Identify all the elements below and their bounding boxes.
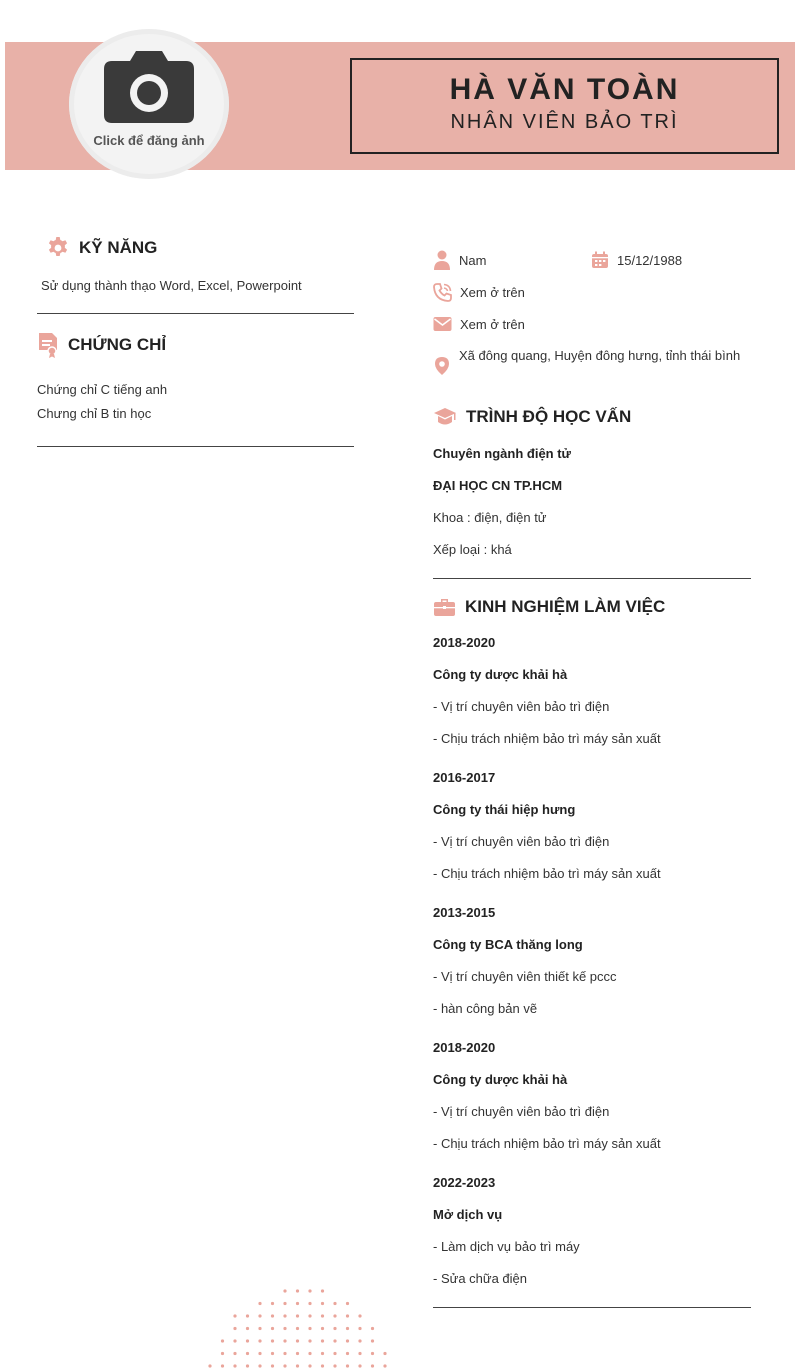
decorative-dot xyxy=(321,1327,324,1330)
education-divider xyxy=(433,578,751,579)
decorative-dot xyxy=(308,1302,311,1305)
decorative-dot xyxy=(233,1327,236,1330)
job-entry xyxy=(433,1032,751,1160)
camera-icon xyxy=(102,49,196,125)
info-row-phone xyxy=(433,280,751,304)
education-school: ĐẠI HỌC CN TP.HCM xyxy=(433,478,563,493)
job-period: 2013-2015 xyxy=(433,905,496,920)
certificates-heading xyxy=(37,332,354,358)
decorative-dot xyxy=(371,1352,374,1355)
decorative-dot xyxy=(296,1302,299,1305)
decorative-dot xyxy=(321,1339,324,1342)
job-entry xyxy=(433,627,751,755)
decorative-dot xyxy=(271,1314,274,1317)
avatar-caption: Click để đăng ảnh xyxy=(93,133,205,148)
decorative-dot xyxy=(258,1364,261,1367)
job-detail: - Vị trí chuyên viên bảo trì điện xyxy=(433,834,610,849)
decorative-dot xyxy=(271,1327,274,1330)
decorative-dot xyxy=(371,1339,374,1342)
job-company: Công ty dược khải hà xyxy=(433,667,568,682)
gear-icon xyxy=(46,236,70,260)
decorative-dot xyxy=(246,1339,249,1342)
education-grade: Xếp loại : khá xyxy=(433,542,512,557)
avatar[interactable] xyxy=(69,29,229,179)
decorative-dot xyxy=(258,1314,261,1317)
decorative-dot xyxy=(358,1327,361,1330)
decorative-dot xyxy=(296,1289,299,1292)
decorative-dot xyxy=(321,1289,324,1292)
gender-value: Nam xyxy=(459,252,487,268)
decorative-dot xyxy=(221,1364,224,1367)
experience-title: KINH NGHIỆM LÀM VIỆC xyxy=(465,597,666,616)
education-major: Chuyên ngành điện tử xyxy=(433,446,571,461)
decorative-dot xyxy=(283,1364,286,1367)
decorative-dot xyxy=(221,1339,224,1342)
email-value: Xem ở trên xyxy=(460,316,525,332)
decorative-dot xyxy=(208,1364,211,1367)
briefcase-icon xyxy=(433,597,456,617)
decorative-dot xyxy=(358,1314,361,1317)
decorative-dot xyxy=(258,1302,261,1305)
name-box xyxy=(350,58,779,154)
decorative-dot xyxy=(246,1364,249,1367)
skills-text: Sử dụng thành thạo Word, Excel, Powerpoint xyxy=(41,278,302,293)
decorative-dot xyxy=(296,1314,299,1317)
phone-value: Xem ở trên xyxy=(460,284,525,300)
job-company: Công ty thái hiệp hưng xyxy=(433,802,576,817)
certificate-item: Chứng chỉ C tiếng anh xyxy=(37,382,168,397)
decorative-dot xyxy=(283,1314,286,1317)
decorative-dots xyxy=(205,1285,395,1369)
decorative-dot xyxy=(271,1364,274,1367)
decorative-dot xyxy=(358,1364,361,1367)
decorative-dot xyxy=(346,1302,349,1305)
decorative-dot xyxy=(308,1352,311,1355)
job-detail: - Sửa chữa điện xyxy=(433,1271,528,1286)
decorative-dot xyxy=(321,1314,324,1317)
address-value: Xã đông quang, Huyện đông hưng, tỉnh thái bình xyxy=(459,348,741,363)
candidate-position: NHÂN VIÊN BẢO TRÌ xyxy=(450,111,679,133)
certificates-title: CHỨNG CHỈ xyxy=(68,335,167,354)
certificates-list xyxy=(37,378,354,426)
mail-icon xyxy=(433,316,452,332)
job-detail: - Chịu trách nhiệm bảo trì máy sản xuất xyxy=(433,1136,661,1151)
decorative-dot xyxy=(308,1314,311,1317)
decorative-dot xyxy=(296,1327,299,1330)
decorative-dot xyxy=(271,1339,274,1342)
decorative-dot xyxy=(308,1364,311,1367)
decorative-dot xyxy=(258,1327,261,1330)
decorative-dot xyxy=(333,1352,336,1355)
decorative-dot xyxy=(221,1352,224,1355)
decorative-dot xyxy=(283,1302,286,1305)
location-pin-icon xyxy=(433,356,451,376)
job-company: Mở dịch vụ xyxy=(433,1207,503,1222)
decorative-dot xyxy=(321,1352,324,1355)
decorative-dot xyxy=(371,1327,374,1330)
decorative-dot xyxy=(283,1327,286,1330)
job-period: 2018-2020 xyxy=(433,1040,496,1055)
job-detail: - Vị trí chuyên viên bảo trì điện xyxy=(433,1104,610,1119)
decorative-dot xyxy=(246,1314,249,1317)
skills-title: KỸ NĂNG xyxy=(79,238,158,257)
decorative-dot xyxy=(283,1339,286,1342)
decorative-dot xyxy=(333,1302,336,1305)
certificate-item: Chưng chỉ B tin học xyxy=(37,406,152,421)
certificates-divider xyxy=(37,446,354,447)
decorative-dot xyxy=(233,1352,236,1355)
decorative-dot xyxy=(383,1364,386,1367)
decorative-dot xyxy=(233,1314,236,1317)
decorative-dot xyxy=(308,1339,311,1342)
candidate-name: HÀ VĂN TOÀN xyxy=(449,73,680,106)
graduation-cap-icon xyxy=(433,406,457,428)
job-entry xyxy=(433,1167,751,1295)
user-icon xyxy=(433,250,451,270)
job-company: Công ty BCA thăng long xyxy=(433,937,583,952)
decorative-dot xyxy=(233,1364,236,1367)
skills-divider xyxy=(37,313,354,314)
right-column xyxy=(433,248,751,1308)
decorative-dot xyxy=(333,1364,336,1367)
decorative-dot xyxy=(346,1352,349,1355)
info-row-email xyxy=(433,312,751,336)
job-detail: - hàn công bản vẽ xyxy=(433,1001,538,1016)
decorative-dot xyxy=(346,1339,349,1342)
job-detail: - Vị trí chuyên viên thiết kế pccc xyxy=(433,969,617,984)
experience-heading xyxy=(433,597,751,617)
decorative-dot xyxy=(346,1314,349,1317)
job-period: 2018-2020 xyxy=(433,635,496,650)
decorative-dot xyxy=(271,1302,274,1305)
birthday-value: 15/12/1988 xyxy=(617,252,683,268)
decorative-dot xyxy=(383,1352,386,1355)
decorative-dot xyxy=(233,1339,236,1342)
decorative-dot xyxy=(358,1352,361,1355)
education-block xyxy=(433,438,751,566)
decorative-dot xyxy=(271,1352,274,1355)
job-detail: - Vị trí chuyên viên bảo trì điện xyxy=(433,699,610,714)
certificate-icon xyxy=(37,332,59,358)
job-detail: - Chịu trách nhiệm bảo trì máy sản xuất xyxy=(433,731,661,746)
experience-divider xyxy=(433,1307,751,1308)
decorative-dot xyxy=(283,1352,286,1355)
left-column xyxy=(37,236,354,447)
decorative-dot xyxy=(296,1352,299,1355)
calendar-icon xyxy=(591,251,609,269)
job-company: Công ty dược khải hà xyxy=(433,1072,568,1087)
education-heading xyxy=(433,406,751,428)
decorative-dot xyxy=(308,1289,311,1292)
decorative-dot xyxy=(371,1364,374,1367)
decorative-dot xyxy=(333,1327,336,1330)
decorative-dot xyxy=(246,1327,249,1330)
job-detail: - Làm dịch vụ bảo trì máy xyxy=(433,1239,580,1254)
job-entry xyxy=(433,897,751,1025)
decorative-dot xyxy=(258,1352,261,1355)
decorative-dot xyxy=(321,1364,324,1367)
experience-block xyxy=(433,627,751,1295)
phone-icon xyxy=(433,283,452,302)
decorative-dot xyxy=(283,1289,286,1292)
job-detail: - Chịu trách nhiệm bảo trì máy sản xuất xyxy=(433,866,661,881)
job-entry xyxy=(433,762,751,890)
decorative-dot xyxy=(296,1364,299,1367)
info-row-address xyxy=(433,344,751,376)
info-row-personal xyxy=(433,248,751,272)
job-period: 2022-2023 xyxy=(433,1175,496,1190)
decorative-dot xyxy=(296,1339,299,1342)
skills-heading xyxy=(46,236,354,260)
decorative-dot xyxy=(346,1364,349,1367)
education-title: TRÌNH ĐỘ HỌC VẤN xyxy=(466,407,632,426)
education-faculty: Khoa : điện, điện tử xyxy=(433,510,547,525)
decorative-dot xyxy=(258,1339,261,1342)
decorative-dot xyxy=(358,1339,361,1342)
job-period: 2016-2017 xyxy=(433,770,496,785)
decorative-dot xyxy=(333,1339,336,1342)
decorative-dot xyxy=(346,1327,349,1330)
decorative-dot xyxy=(246,1352,249,1355)
decorative-dot xyxy=(321,1302,324,1305)
decorative-dot xyxy=(308,1327,311,1330)
decorative-dot xyxy=(333,1314,336,1317)
